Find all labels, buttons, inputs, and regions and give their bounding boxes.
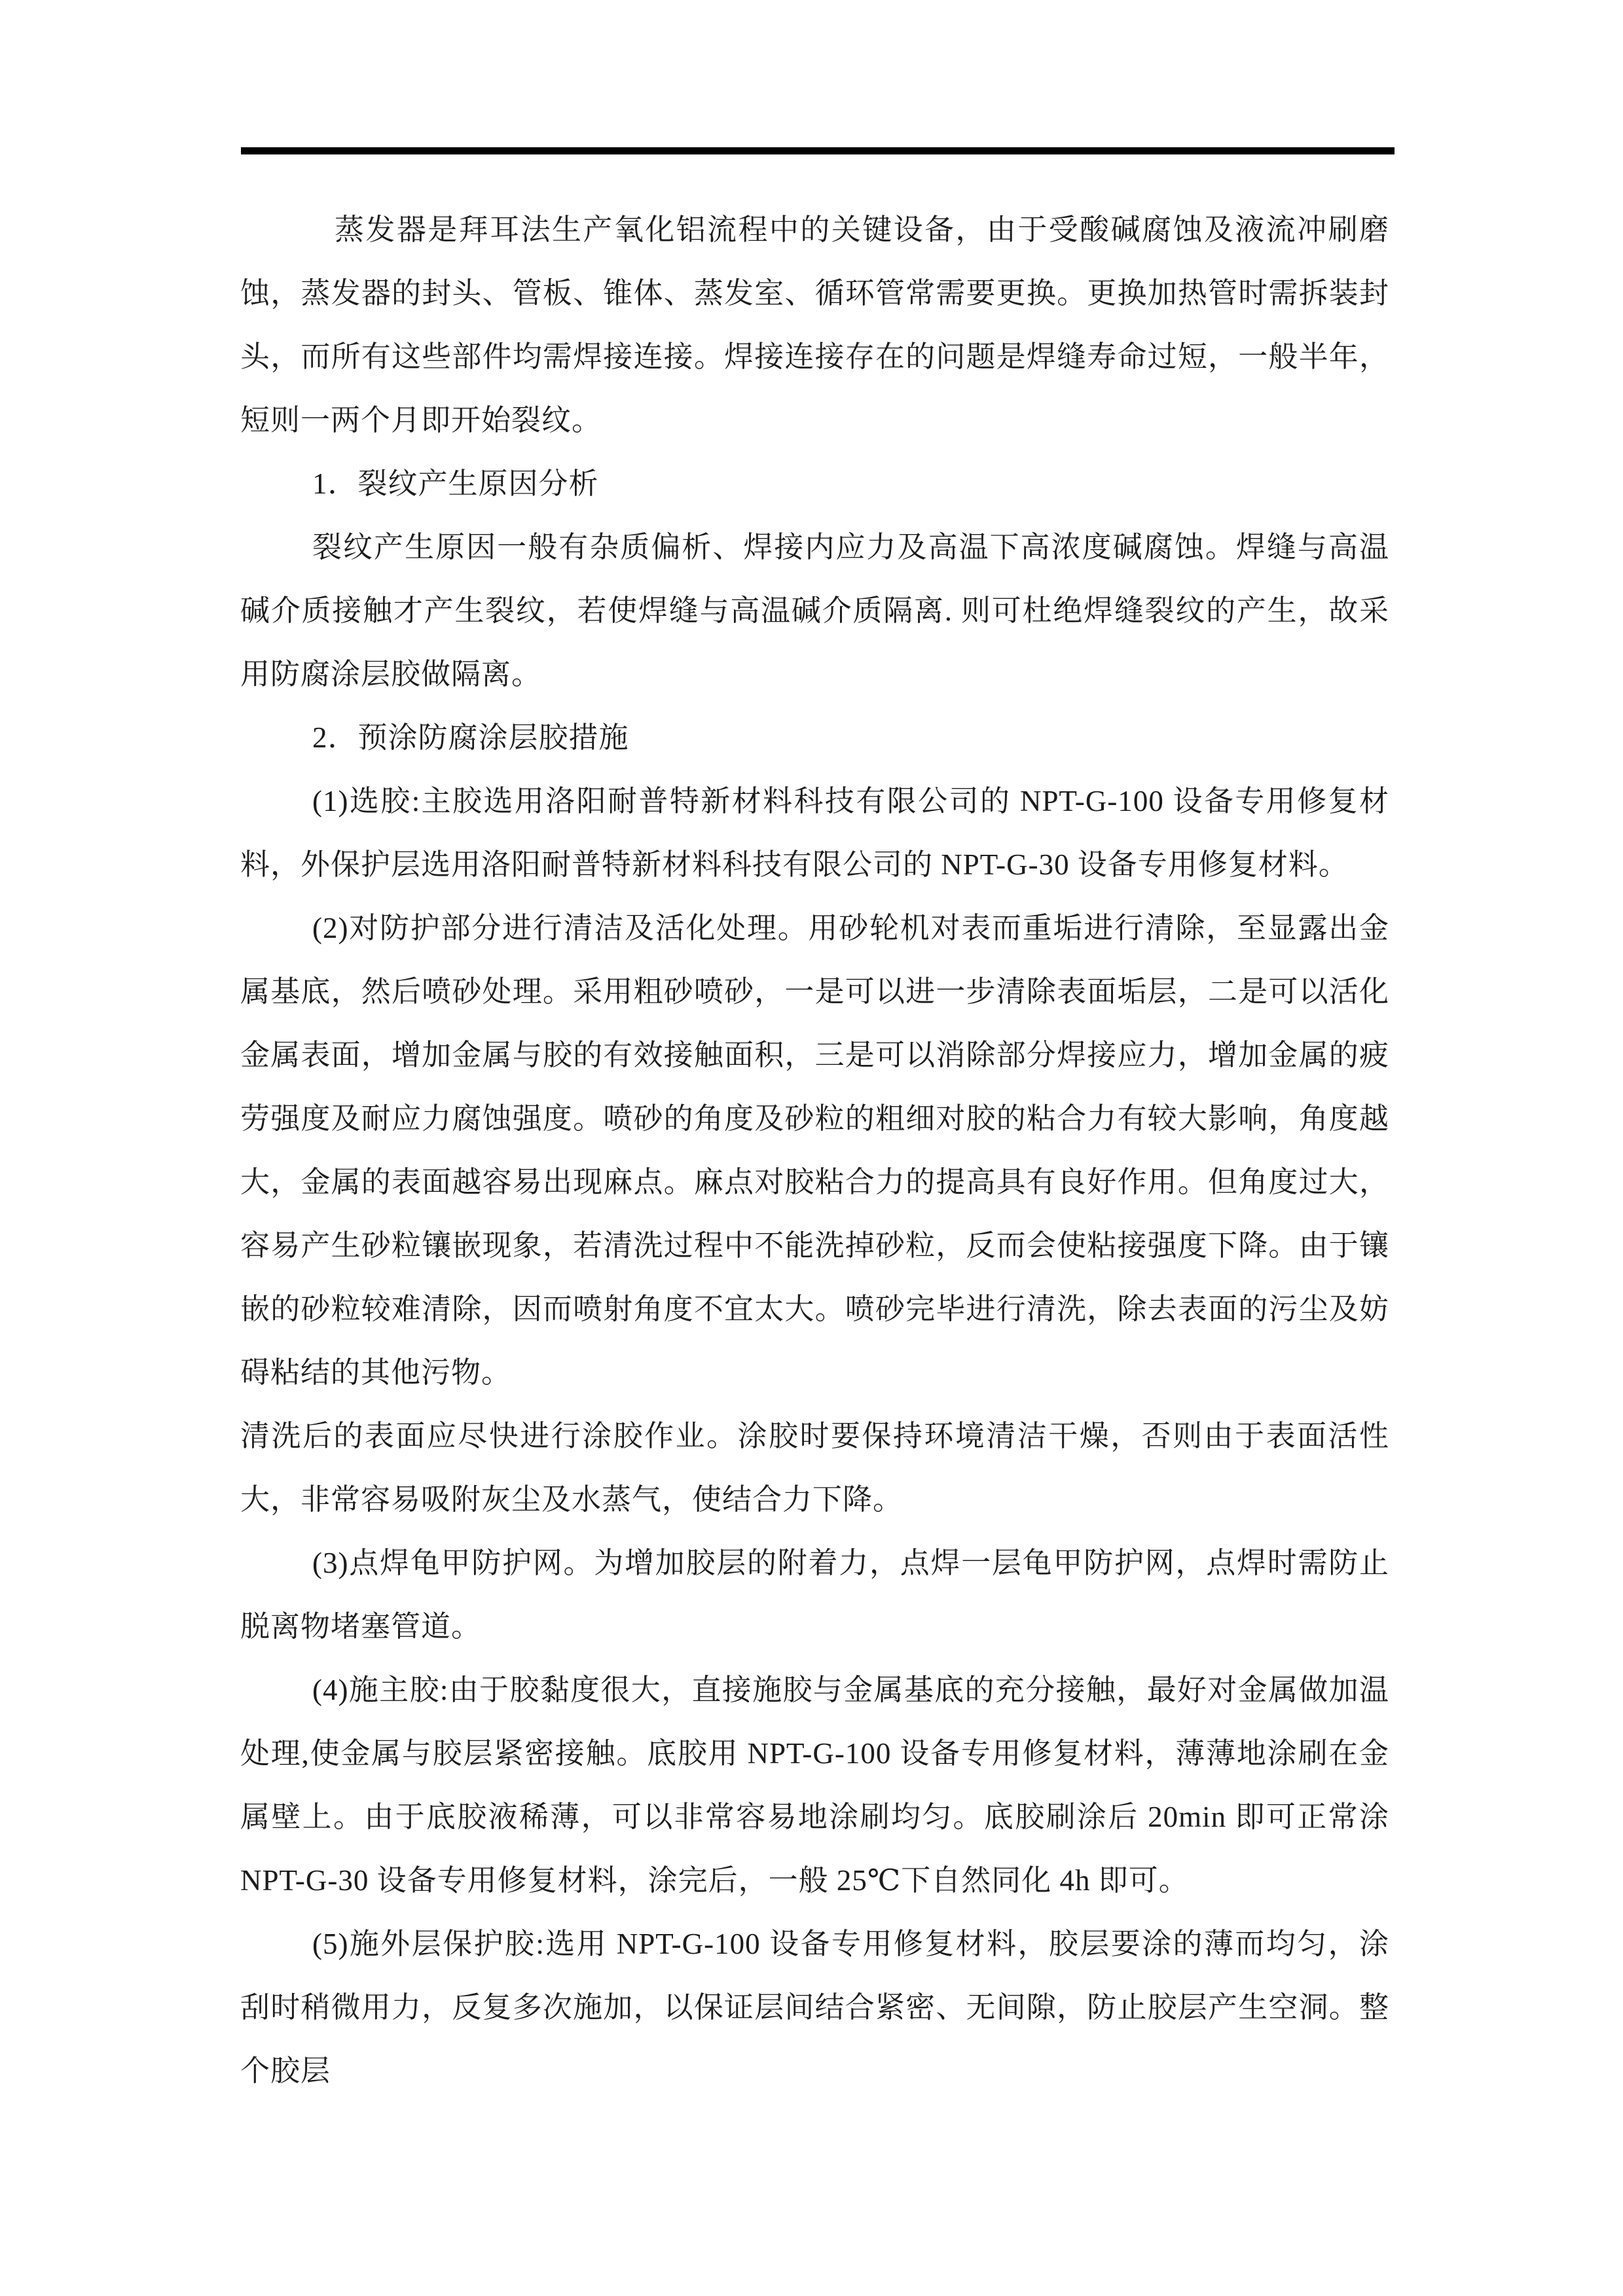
section-1-paragraph: 裂纹产生原因一般有杂质偏析、焊接内应力及高温下高浓度碱腐蚀。焊缝与高温碱介质接触才产生裂纹，若使焊缝与高温碱介质隔离. 则可杜绝焊缝裂纹的产生，故采用防腐涂层胶做隔离。	[240, 531, 1389, 691]
intro-paragraph: 蒸发器是拜耳法生产氧化铝流程中的关键设备，由于受酸碱腐蚀及液流冲刷磨蚀，蒸发器的封头、管板、锥体、蒸发室、循环管常需要更换。更换加热管时需拆装封头，而所有这些部件均需焊接连接。焊接连接存在的问题是焊缝寿命过短，一般半年，短则一两个月即开始裂纹。	[240, 213, 1389, 437]
step-3-paragraph: (3)点焊龟甲防护网。为增加胶层的附着力，点焊一层龟甲防护网，点焊时需防止脱离物堵塞管道。	[240, 1547, 1389, 1643]
document-body	[240, 198, 1389, 2103]
header-rule	[241, 147, 1395, 154]
step-5-paragraph: (5)施外层保护胶:选用 NPT-G-100 设备专用修复材料，胶层要涂的薄而均匀，涂刮时稍微用力，反复多次施加，以保证层间结合紧密、无间隙，防止胶层产生空洞。整个胶层	[240, 1928, 1389, 2087]
section-1-heading: 1．裂纹产生原因分析	[312, 467, 599, 500]
step-2-paragraph: (2)对防护部分进行清洁及活化处理。用砂轮机对表而重垢进行清除，至显露出金属基底，然后喷砂处理。采用粗砂喷砂，一是可以进一步清除表面垢层，二是可以活化金属表面，增加金属与胶的有效接触面积，三是可以消除部分焊接应力，增加金属的疲劳强度及耐应力腐蚀强度。喷砂的角度及砂粒的粗细对胶的粘合力有较大影响，角度越大，金属的表面越容易出现麻点。麻点对胶粘合力的提高具有良好作用。但角度过大，容易产生砂粒镶嵌现象，若清洗过程中不能洗掉砂粒，反而会使粘接强度下降。由于镶嵌的砂粒较难清除，因而喷射角度不宜太大。喷砂完毕进行清洗，除去表面的污尘及妨碍粘结的其他污物。	[240, 912, 1389, 1389]
step-1-paragraph: (1)选胶:主胶选用洛阳耐普特新材料科技有限公司的 NPT-G-100 设备专用修复材料，外保护层选用洛阳耐普特新材料科技有限公司的 NPT-G-30 设备专用修复材料。	[240, 785, 1389, 881]
section-2-heading: 2．预涂防腐涂层胶措施	[312, 721, 629, 754]
step-2-continued-paragraph: 清洗后的表面应尽快进行涂胶作业。涂胶时要保持环境清洁干燥，否则由于表面活性大，非常容易吸附灰尘及水蒸气，使结合力下降。	[240, 1420, 1389, 1516]
step-4-paragraph: (4)施主胶:由于胶黏度很大，直接施胶与金属基底的充分接触，最好对金属做加温处理,使金属与胶层紧密接触。底胶用 NPT-G-100 设备专用修复材料，薄薄地涂刷在金属壁上。由于底胶液稀薄，可以非常容易地涂刷均匀。底胶刷涂后 20min 即可正常涂 NPT-G-30 设备专用修复材料，涂完后，一般 25℃下自然同化 4h 即可。	[240, 1674, 1389, 1897]
